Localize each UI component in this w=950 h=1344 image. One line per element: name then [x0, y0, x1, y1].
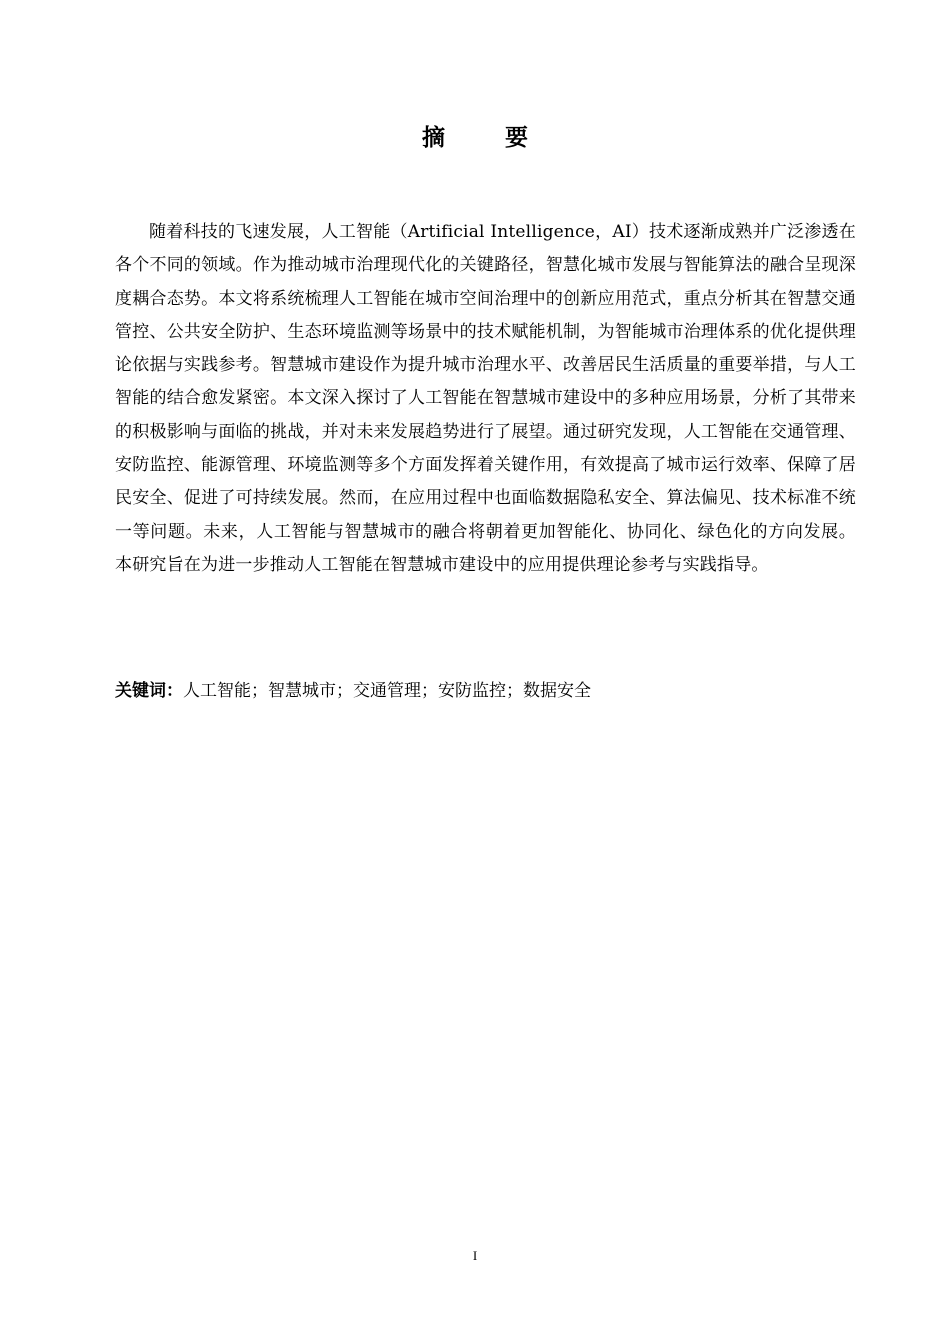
page-number: I — [472, 1248, 478, 1263]
abstract-title: 摘 要 — [421, 124, 554, 151]
abstract-body: 随着科技的飞速发展，人工智能（Artificial Intelligence，AI）技术逐渐成熟并广泛渗透在各个不同的领域。作为推动城市治理现代化的关键路径，智慧化城市发展与智能算法的融合呈现深度耦合态势。本文将系统梳理人工智能在城市空间治理中的创新应用范式，重点分析其在智慧交通管控、公共安全防护、生态环境监测等场景中的技术赋能机制，为智能城市治理体系的优化提供理论依据与实践参考。智慧城市建设作为提升城市治理水平、改善居民生活质量的重要举措，与人工智能的结合愈发紧密。本文深入探讨了人工智能在智慧城市建设中的多种应用场景，分析了其带来的积极影响与面临的挑战，并对未来发展趋势进行了展望。通过研究发现，人工智能在交通管理、安防监控、能源管理、环境监测等多个方面发挥着关键作用，有效提高了城市运行效率、保障了居民安全、促进了可持续发展。然而，在应用过程中也面临数据隐私安全、算法偏见、技术标准不统一等问题。未来，人工智能与智慧城市的融合将朝着更加智能化、协同化、绿色化的方向发展。 本研究旨在为进一步推动人工智能在智慧城市建设中的应用提供理论参考与实践指导。 — [115, 222, 856, 575]
keywords-label: 关键词： — [115, 681, 183, 701]
keywords-line — [115, 676, 856, 706]
keywords-list: 人工智能；智慧城市；交通管理；安防监控；数据安全 — [183, 681, 591, 701]
